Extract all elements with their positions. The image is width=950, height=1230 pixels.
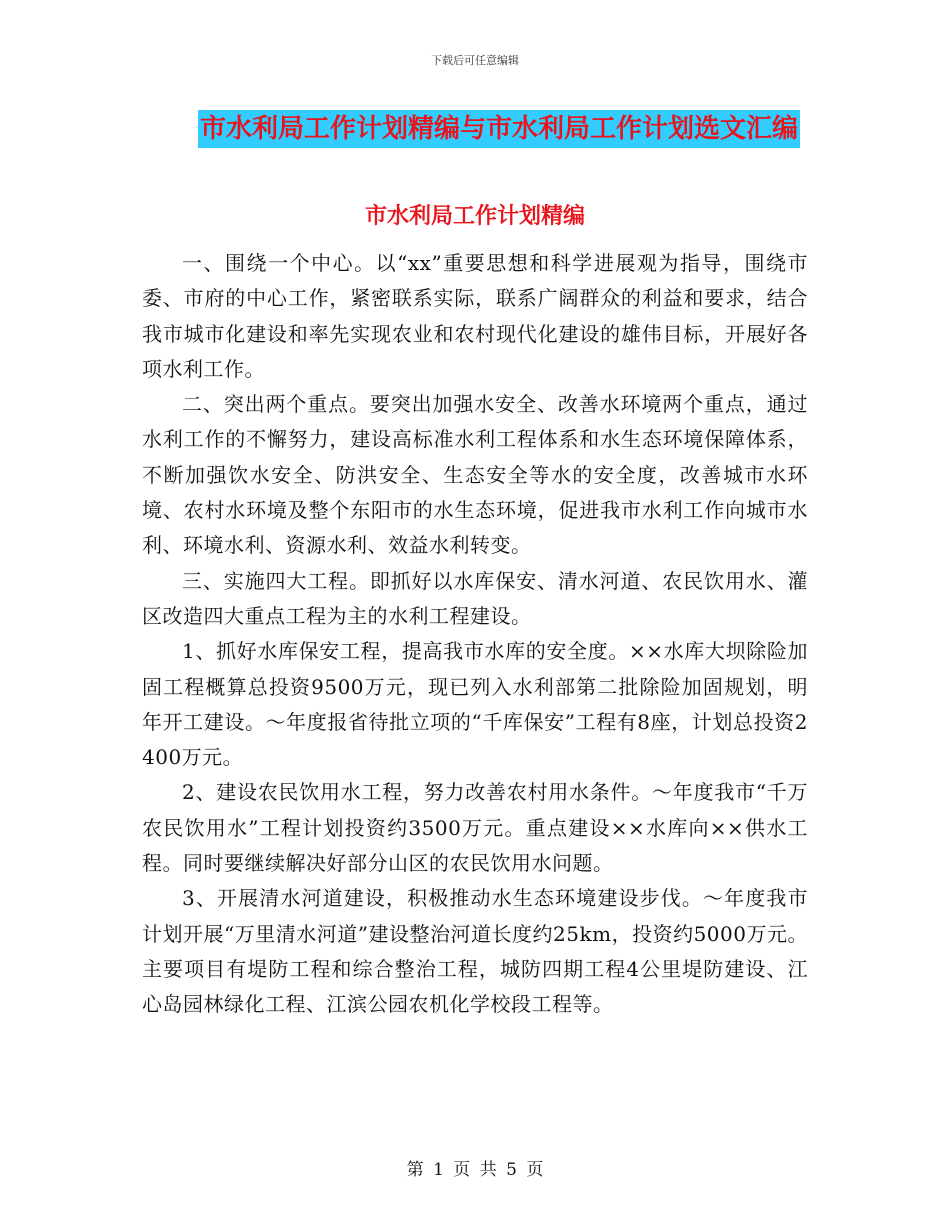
main-title-container (0, 110, 950, 148)
paragraph-3: 三、实施四大工程。即抓好以水库保安、清水河道、农民饮用水、灌区改造四大重点工程为主的水利工程建设。 (142, 568, 808, 628)
paragraph-4: 1、抓好水库保安工程，提高我市水库的安全度。××水库大坝除险加固工程概算总投资9500万元，现已列入水利部第二批除险加固规划，明年开工建设。～年度报省待批立项的“千库保安”工程有8座，计划总投资2400万元。 (142, 639, 808, 770)
paragraph-6: 3、开展清水河道建设，积极推动水生态环境建设步伐。～年度我市计划开展“万里清水河道”建设整治河道长度约25km，投资约5000万元。主要项目有堤防工程和综合整治工程，城防四期工程4公里堤防建设、江心岛园林绿化工程、江滨公园农机化学校段工程等。 (142, 886, 808, 1017)
paragraph-1: 一、围绕一个中心。以“xx”重要思想和科学进展观为指导，围绕市委、市府的中心工作，紧密联系实际，联系广阔群众的利益和要求，结合我市城市化建设和率先实现农业和农村现代化建设的雄伟目标，开展好各项水利工作。 (142, 251, 808, 381)
paragraph-5: 2、建设农民饮用水工程，努力改善农村用水条件。～年度我市“千万农民饮用水”工程计划投资约3500万元。重点建设××水库向××供水工程。同时要继续解决好部分山区的农民饮用水问题。 (142, 780, 808, 876)
page-header-note: 下载后可任意编辑 (431, 54, 519, 67)
document-body (142, 246, 808, 1023)
document-main-title: 市水利局工作计划精编与市水利局工作计划选文汇编 (198, 110, 800, 148)
section-title: 市水利局工作计划精编 (364, 204, 585, 229)
page-number-footer: 第 1 页 共 5 页 (406, 1160, 544, 1180)
paragraph-2: 二、突出两个重点。要突出加强水安全、改善水环境两个重点，通过水利工作的不懈努力，建设高标准水利工程体系和水生态环境保障体系，不断加强饮水安全、防洪安全、生态安全等水的安全度，改善城市水环境、农村水环境及整个东阳市的水生态环境，促进我市水利工作向城市水利、环境水利、资源水利、效益水利转变。 (142, 392, 808, 558)
